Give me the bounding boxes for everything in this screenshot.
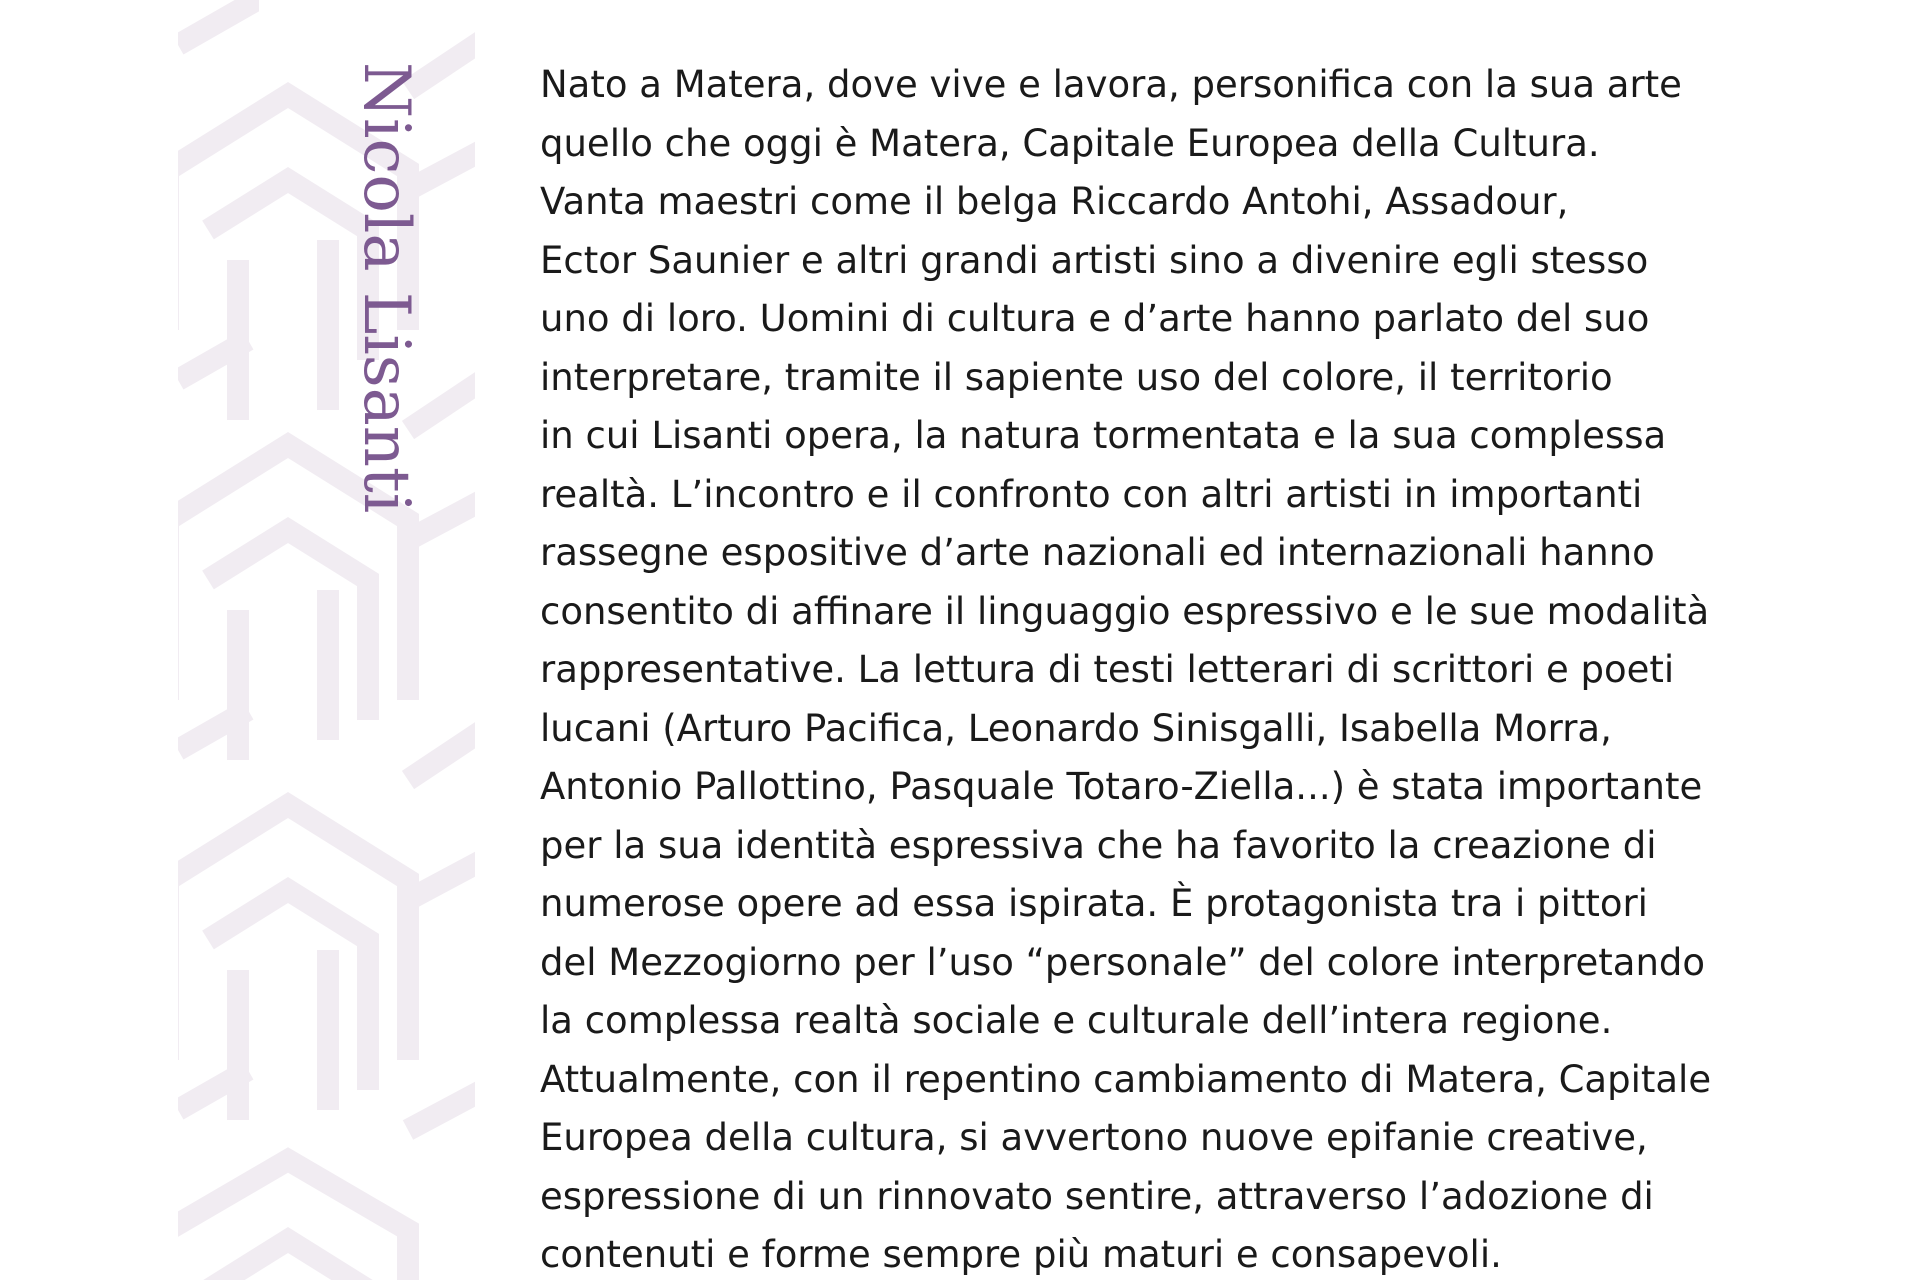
bio-line: rassegne espositive d’arte nazionali ed internazionali hanno	[540, 531, 1655, 574]
pattern-stroke	[208, 1240, 368, 1280]
bio-line: espressione di un rinnovato sentire, attraverso l’adozione di	[540, 1174, 1654, 1218]
bio-line: Nato a Matera, dove vive e lavora, personifica con la sua arte	[540, 63, 1682, 106]
bio-line: realtà. L’incontro e il confronto con altri artisti in importanti	[540, 472, 1643, 516]
biography-text	[540, 56, 1790, 1280]
bio-line: la complessa realtà sociale e culturale dell’intera regione.	[540, 999, 1613, 1042]
bio-line: per la sua identità espressiva che ha favorito la creazione di	[540, 823, 1657, 867]
geometric-pattern-decoration	[178, 0, 475, 1280]
bio-line: Europea della cultura, si avvertono nuove epifanie creative,	[540, 1116, 1648, 1159]
pattern-stroke	[408, 1090, 475, 1130]
bio-line: contenuti e forme sempre più maturi e consapevoli.	[540, 1233, 1502, 1276]
bio-line: interpretare, tramite il sapiente uso del colore, il territorio	[540, 355, 1613, 399]
bio-line: Vanta maestri come il belga Riccardo Antohi, Assadour,	[540, 180, 1569, 223]
pattern-stroke	[178, 0, 248, 45]
pattern-stroke	[178, 1160, 408, 1280]
bio-line: lucani (Arturo Pacifica, Leonardo Sinisgalli, Isabella Morra,	[540, 706, 1612, 750]
bio-line: del Mezzogiorno per l’uso “personale” del colore interpretando	[540, 940, 1706, 984]
bio-line: quello che oggi è Matera, Capitale Europea della Cultura.	[540, 121, 1600, 165]
bio-line: Antonio Pallottino, Pasquale Totaro-Ziella...) è stata importante	[540, 765, 1703, 808]
bio-line: consentito di affinare il linguaggio espressivo e le sue modalità	[540, 589, 1710, 633]
artist-name-title: Nicola Lisanti	[349, 62, 423, 514]
bio-line: Attualmente, con il repentino cambiamento di Matera, Capitale	[540, 1057, 1712, 1101]
bio-line: Ector Saunier e altri grandi artisti sino a divenire egli stesso	[540, 238, 1649, 282]
bio-line: in cui Lisanti opera, la natura tormentata e la sua complessa	[540, 414, 1667, 457]
bio-line: numerose opere ad essa ispirata. È protagonista tra i pittori	[540, 882, 1648, 925]
bio-line: rappresentative. La lettura di testi letterari di scrittori e poeti	[540, 648, 1675, 691]
bio-line: uno di loro. Uomini di cultura e d’arte hanno parlato del suo	[540, 297, 1650, 340]
pattern-stroke	[408, 730, 475, 780]
